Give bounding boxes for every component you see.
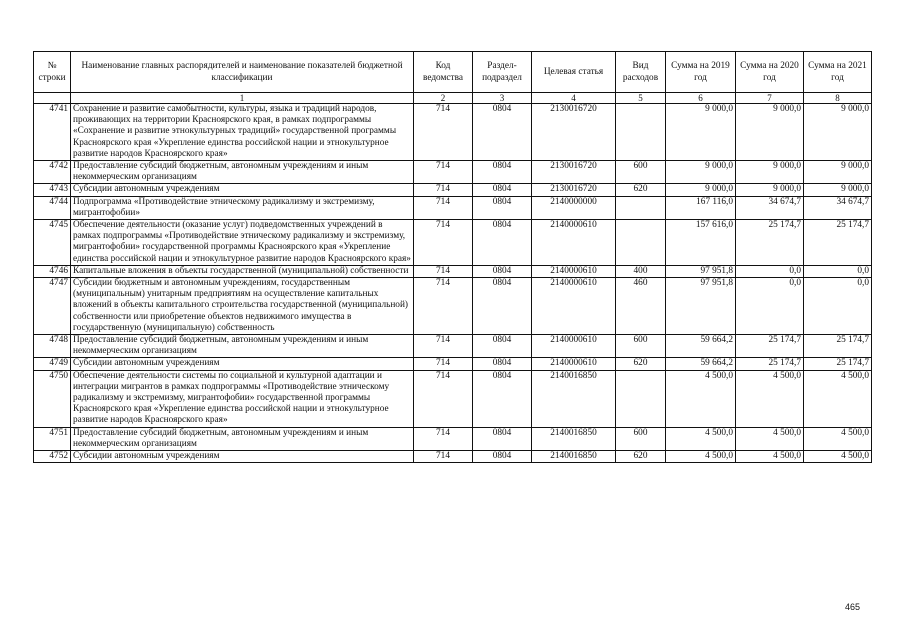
table-row: [34, 427, 872, 450]
table-body: [34, 104, 872, 463]
expense-type-cell: 600: [616, 427, 666, 450]
sum-2020-cell: 25 174,7: [736, 220, 804, 266]
sum-2019-cell: 157 616,0: [666, 220, 736, 266]
table-row: [34, 265, 872, 277]
target-article-cell: 2140000610: [532, 278, 616, 335]
target-article-cell: 2140000610: [532, 335, 616, 358]
row-name-cell: Предоставление субсидий бюджетным, автономным учреждениям и иным некоммерческим организациям: [71, 427, 414, 450]
row-number-cell: 4745: [34, 220, 71, 266]
sum-2019-cell: 59 664,2: [666, 358, 736, 370]
row-name-cell: Подпрограмма «Противодействие этническому радикализму и экстремизму, мигрантофобии»: [71, 196, 414, 219]
sum-2020-cell: 0,0: [736, 278, 804, 335]
sum-2019-cell: 4 500,0: [666, 451, 736, 463]
header-sum-2021: Сумма на 2021 год: [804, 52, 872, 93]
target-article-cell: 2130016720: [532, 104, 616, 161]
table-row: [34, 451, 872, 463]
sum-2021-cell: 0,0: [804, 278, 872, 335]
section-cell: 0804: [473, 451, 532, 463]
department-code-cell: 714: [414, 161, 473, 184]
table-row: [34, 184, 872, 196]
table-row: [34, 196, 872, 219]
sum-2019-cell: 9 000,0: [666, 161, 736, 184]
row-name-cell: Обеспечение деятельности системы по социальной и культурной адаптации и интеграции мигрантов в рамках подпрограммы «Противодействие этническому радикализму и экстремизму, мигрантофобии» государственной программы Красноярского края «Укрепление единства российской нации и этнокультурное развитие народов Красноярского края»: [71, 370, 414, 427]
expense-type-cell: 620: [616, 184, 666, 196]
expense-type-cell: 600: [616, 161, 666, 184]
department-code-cell: 714: [414, 335, 473, 358]
row-name-cell: Субсидии бюджетным и автономным учреждениям, государственным (муниципальным) унитарным предприятиям на осуществление капитальных вложений в объекты капитального строительства государственной (муниципальной) собственности или приобретение объектов недвижимого имущества в государственную (муниципальную) собственность: [71, 278, 414, 335]
target-article-cell: 2140000610: [532, 220, 616, 266]
header-section: Раздел-подраздел: [473, 52, 532, 93]
sum-2021-cell: 4 500,0: [804, 427, 872, 450]
target-article-cell: 2140000610: [532, 265, 616, 277]
header-name: Наименование главных распорядителей и наименование показателей бюджетной классификации: [71, 52, 414, 93]
target-article-cell: 2140016850: [532, 451, 616, 463]
header-expense-type: Вид расходов: [616, 52, 666, 93]
column-number: 8: [804, 93, 872, 104]
department-code-cell: 714: [414, 104, 473, 161]
row-number-cell: 4742: [34, 161, 71, 184]
target-article-cell: 2140016850: [532, 427, 616, 450]
target-article-cell: 2140000000: [532, 196, 616, 219]
sum-2021-cell: 4 500,0: [804, 451, 872, 463]
sum-2021-cell: 34 674,7: [804, 196, 872, 219]
row-number-cell: 4752: [34, 451, 71, 463]
department-code-cell: 714: [414, 196, 473, 219]
sum-2019-cell: 9 000,0: [666, 104, 736, 161]
section-cell: 0804: [473, 220, 532, 266]
row-name-cell: Субсидии автономным учреждениям: [71, 451, 414, 463]
expense-type-cell: 400: [616, 265, 666, 277]
budget-table: [33, 51, 872, 463]
sum-2020-cell: 0,0: [736, 265, 804, 277]
sum-2021-cell: 9 000,0: [804, 184, 872, 196]
row-name-cell: Субсидии автономным учреждениям: [71, 358, 414, 370]
row-number-cell: 4749: [34, 358, 71, 370]
sum-2020-cell: 4 500,0: [736, 451, 804, 463]
column-number: 2: [414, 93, 473, 104]
column-number: 3: [473, 93, 532, 104]
sum-2019-cell: 59 664,2: [666, 335, 736, 358]
sum-2021-cell: 25 174,7: [804, 220, 872, 266]
department-code-cell: 714: [414, 220, 473, 266]
header-sum-2020: Сумма на 2020 год: [736, 52, 804, 93]
section-cell: 0804: [473, 104, 532, 161]
page-number: 465: [845, 602, 861, 612]
column-number: 1: [71, 93, 414, 104]
sum-2019-cell: 4 500,0: [666, 427, 736, 450]
section-cell: 0804: [473, 265, 532, 277]
expense-type-cell: [616, 370, 666, 427]
sum-2020-cell: 25 174,7: [736, 335, 804, 358]
column-number-row: [34, 93, 872, 104]
section-cell: 0804: [473, 427, 532, 450]
section-cell: 0804: [473, 184, 532, 196]
section-cell: 0804: [473, 335, 532, 358]
target-article-cell: 2130016720: [532, 184, 616, 196]
expense-type-cell: [616, 104, 666, 161]
table-row: [34, 104, 872, 161]
row-number-cell: 4747: [34, 278, 71, 335]
row-name-cell: Субсидии автономным учреждениям: [71, 184, 414, 196]
sum-2020-cell: 4 500,0: [736, 370, 804, 427]
header-target-article: Целевая статья: [532, 52, 616, 93]
sum-2020-cell: 25 174,7: [736, 358, 804, 370]
department-code-cell: 714: [414, 265, 473, 277]
header-sum-2019: Сумма на 2019 год: [666, 52, 736, 93]
target-article-cell: 2140000610: [532, 358, 616, 370]
header-row-number: № строки: [34, 52, 71, 93]
expense-type-cell: 460: [616, 278, 666, 335]
target-article-cell: 2130016720: [532, 161, 616, 184]
sum-2019-cell: 167 116,0: [666, 196, 736, 219]
table-row: [34, 220, 872, 266]
row-name-cell: Предоставление субсидий бюджетным, автономным учреждениям и иным некоммерческим организациям: [71, 335, 414, 358]
column-number: 6: [666, 93, 736, 104]
column-number: 4: [532, 93, 616, 104]
expense-type-cell: [616, 196, 666, 219]
table-row: [34, 335, 872, 358]
department-code-cell: 714: [414, 184, 473, 196]
expense-type-cell: [616, 220, 666, 266]
sum-2021-cell: 0,0: [804, 265, 872, 277]
row-number-cell: 4751: [34, 427, 71, 450]
sum-2021-cell: 9 000,0: [804, 104, 872, 161]
section-cell: 0804: [473, 370, 532, 427]
sum-2020-cell: 9 000,0: [736, 104, 804, 161]
section-cell: 0804: [473, 278, 532, 335]
sum-2020-cell: 9 000,0: [736, 184, 804, 196]
row-name-cell: Предоставление субсидий бюджетным, автономным учреждениям и иным некоммерческим организациям: [71, 161, 414, 184]
column-number: [34, 93, 71, 104]
column-number: 7: [736, 93, 804, 104]
row-number-cell: 4744: [34, 196, 71, 219]
sum-2019-cell: 97 951,8: [666, 278, 736, 335]
table-row: [34, 370, 872, 427]
department-code-cell: 714: [414, 427, 473, 450]
row-number-cell: 4746: [34, 265, 71, 277]
department-code-cell: 714: [414, 451, 473, 463]
table-row: [34, 161, 872, 184]
department-code-cell: 714: [414, 370, 473, 427]
sum-2020-cell: 4 500,0: [736, 427, 804, 450]
department-code-cell: 714: [414, 278, 473, 335]
table-row: [34, 358, 872, 370]
expense-type-cell: 620: [616, 358, 666, 370]
row-name-cell: Капитальные вложения в объекты государственной (муниципальной) собственности: [71, 265, 414, 277]
section-cell: 0804: [473, 161, 532, 184]
header-department-code: Код ведомства: [414, 52, 473, 93]
column-number: 5: [616, 93, 666, 104]
sum-2019-cell: 97 951,8: [666, 265, 736, 277]
sum-2020-cell: 34 674,7: [736, 196, 804, 219]
section-cell: 0804: [473, 358, 532, 370]
sum-2021-cell: 4 500,0: [804, 370, 872, 427]
row-number-cell: 4748: [34, 335, 71, 358]
row-number-cell: 4750: [34, 370, 71, 427]
row-name-cell: Сохранение и развитие самобытности, культуры, языка и традиций народов, проживающих на территории Красноярского края, в рамках подпрограммы «Сохранение и развитие этнокультурных традиций» государственной программы Красноярского края «Укрепление единства российской нации и этнокультурное развитие народов Красноярского края»: [71, 104, 414, 161]
sum-2019-cell: 4 500,0: [666, 370, 736, 427]
department-code-cell: 714: [414, 358, 473, 370]
row-number-cell: 4741: [34, 104, 71, 161]
target-article-cell: 2140016850: [532, 370, 616, 427]
sum-2021-cell: 25 174,7: [804, 335, 872, 358]
row-name-cell: Обеспечение деятельности (оказание услуг) подведомственных учреждений в рамках подпрограммы «Противодействие этническому радикализму и экстремизму, мигрантофобии» государственной программы Красноярского края «Укрепление единства российской нации и этнокультурное развитие народов Красноярского края»: [71, 220, 414, 266]
sum-2019-cell: 9 000,0: [666, 184, 736, 196]
sum-2020-cell: 9 000,0: [736, 161, 804, 184]
row-number-cell: 4743: [34, 184, 71, 196]
sum-2021-cell: 25 174,7: [804, 358, 872, 370]
table-row: [34, 278, 872, 335]
expense-type-cell: 600: [616, 335, 666, 358]
table-header-row: [34, 52, 872, 93]
expense-type-cell: 620: [616, 451, 666, 463]
section-cell: 0804: [473, 196, 532, 219]
sum-2021-cell: 9 000,0: [804, 161, 872, 184]
